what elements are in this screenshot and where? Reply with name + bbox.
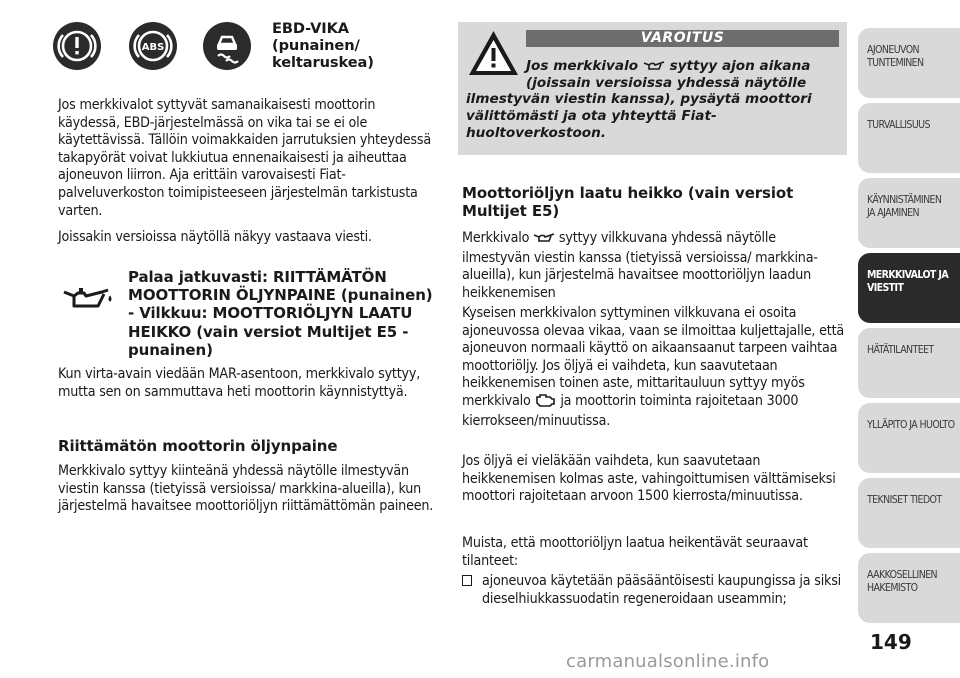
tab-label: AJONEUVON TUNTEMINEN bbox=[867, 44, 924, 69]
ebd-paragraph bbox=[58, 97, 434, 247]
tab-label: KÄYNNISTÄMINEN JA AJAMINEN bbox=[867, 194, 942, 219]
warning-line-5: huoltoverkostoon. bbox=[466, 125, 606, 141]
oil-quality-paragraph-4: Muista, että moottoriöljyn laatua heikentävät seuraavat tilanteet: bbox=[462, 535, 808, 569]
warning-line-2: (joissain versioissa yhdessä näytölle bbox=[526, 75, 807, 91]
tab-ajoneuvon-tunteminen[interactable] bbox=[858, 28, 960, 98]
abs-icon-text: ABS bbox=[141, 42, 165, 53]
oil-pressure-icon bbox=[643, 60, 665, 76]
tab-yllapito[interactable] bbox=[858, 403, 960, 473]
warning-triangle-icon bbox=[466, 28, 521, 78]
oil-quality-para1-start: Merkkivalo bbox=[462, 230, 530, 246]
oil-quality-para2-start: Kyseisen merkkivalon syttyminen vilkkuvana ei osoita ajoneuvossa olevaa vikaa, vaan se ilmoittaa kuljettajalle, että ajoneuvon normaali käyttö on aikaansaanut tarpeen vaihtaa moottoriöljy. Jos öljyä ei vaihdeta, kun saavutetaan heikkenemisen toinen aste, mittaritauluun syttyy myös merkkivalo bbox=[462, 305, 844, 409]
low-pressure-paragraph: Merkkivalo syttyy kiinteänä yhdessä näytölle ilmestyvän viestin kanssa (tietyissä versioissa/ markkina-alueilla), kun järjestelmä havaitsee moottoriöljyn riittämättömän paineen. bbox=[58, 463, 434, 515]
display-message-note: Joissakin versioissa näytöllä näkyy vastaava viesti. bbox=[58, 229, 372, 246]
engine-malfunction-icon bbox=[534, 393, 556, 413]
low-pressure-subheading: Riittämätön moottorin öljynpaine bbox=[58, 437, 338, 455]
oil-pressure-icon bbox=[58, 284, 116, 314]
tab-label: TEKNISET TIEDOT bbox=[867, 494, 942, 506]
tab-kaynnistaminen[interactable] bbox=[858, 178, 960, 248]
warning-line-3: ilmestyvän viestin kanssa), pysäytä moottori bbox=[466, 91, 812, 107]
abs-warning-icon bbox=[129, 22, 177, 70]
bullet-text: ajoneuvoa käytetään pääsääntöisesti kaupungissa ja siksi dieselhiukkassuodatin regeneroidaan useammin; bbox=[482, 573, 842, 607]
tab-label: YLLÄPITO JA HUOLTO bbox=[867, 419, 955, 431]
tab-tekniset-tiedot[interactable] bbox=[858, 478, 960, 548]
tab-label: TURVALLISUUS bbox=[867, 119, 930, 131]
tab-label: AAKKOSELLINEN HAKEMISTO bbox=[867, 569, 938, 594]
page-number: 149 bbox=[870, 630, 912, 654]
key-position-paragraph: Kun virta-avain viedään MAR-asentoon, merkkivalo syttyy, mutta sen on sammuttava heti moottorin käynnistyttyä. bbox=[58, 366, 421, 400]
warning-line-1a: Jos merkkivalo bbox=[526, 58, 639, 74]
ebd-failure-label: EBD-VIKA (punainen/ keltaruskea) bbox=[272, 20, 374, 71]
tab-hatatilanteet[interactable] bbox=[858, 328, 960, 398]
oil-quality-para2-end: ja moottorin toiminta rajoitetaan 3000 kierrokseen/minuutissa. bbox=[462, 392, 799, 429]
oil-warning-heading: Palaa jatkuvasti: RIITTÄMÄTÖN MOOTTORIN ÖLJYNPAINE (punainen) - Vilkkuu: MOOTTORIÖLJYN LAATU HEIKKO (vain versiot Multijet E5 - punainen) bbox=[128, 268, 433, 359]
oil-quality-heading: Moottoriöljyn laatu heikko (vain versiot Multijet E5) bbox=[462, 184, 794, 220]
warning-line-1b: syttyy ajon aikana bbox=[669, 58, 811, 74]
stability-warning-icon bbox=[203, 22, 251, 70]
oil-quality-paragraph-1 bbox=[462, 230, 847, 302]
oil-quality-paragraph-2 bbox=[462, 305, 847, 430]
chapter-sidebar bbox=[858, 0, 960, 678]
warning-line-1 bbox=[526, 58, 810, 76]
brake-warning-icon bbox=[53, 22, 101, 70]
oil-quality-para1-end: syttyy vilkkuvana yhdessä näytölle ilmestyvän viestin kanssa (tietyissä versioissa/ markkina-alueilla), kun järjestelmä havaitsee moottoriöljyn laadun heikkenemisen bbox=[462, 230, 818, 301]
oil-quality-paragraph-3: Jos öljyä ei vieläkään vaihdeta, kun saavutetaan heikkenemisen kolmas aste, vahingoittumisen välttämiseksi moottori rajoitetaan arvoon 1500 kierrosta/minuutissa. bbox=[462, 453, 836, 505]
list-item bbox=[462, 573, 847, 608]
tab-label: HÄTÄTILANTEET bbox=[867, 344, 934, 356]
tab-label: MERKKIVALOT JA VIESTIT bbox=[867, 269, 949, 294]
tab-hakemisto[interactable] bbox=[858, 553, 960, 623]
tab-merkkivalot[interactable] bbox=[858, 253, 960, 323]
oil-pressure-icon bbox=[533, 232, 555, 250]
watermark: carmanualsonline.info bbox=[566, 651, 770, 672]
warning-box bbox=[458, 22, 847, 155]
warning-line-4: välittömästi ja ota yhteyttä Fiat- bbox=[466, 108, 717, 124]
warning-title: VAROITUS bbox=[526, 30, 839, 47]
ebd-description: Jos merkkivalot syttyvät samanaikaisesti moottorin käydessä, EBD-järjestelmässä on vika tai se ei ole käytettävissä. Tällöin voimakkaiden jarrutuksien yhteydessä takapyörät voivat lukkiutua ennenaikaisesti ja aiheuttaa ajoneuvon liirron. Aja erittäin varovaisesti Fiat-palveluverkoston toimipisteeseen järjestelmän tarkistusta varten. bbox=[58, 97, 431, 219]
warning-icon-row bbox=[53, 22, 269, 70]
bullet-icon bbox=[462, 575, 472, 586]
tab-turvallisuus[interactable] bbox=[858, 103, 960, 173]
